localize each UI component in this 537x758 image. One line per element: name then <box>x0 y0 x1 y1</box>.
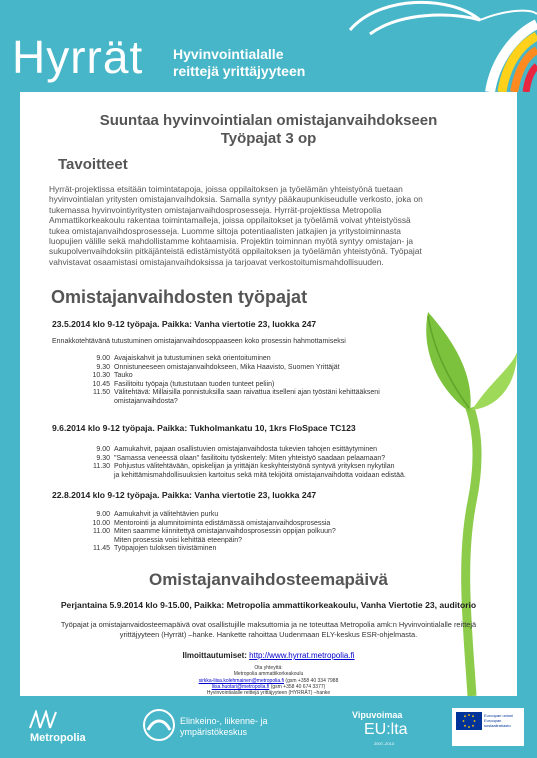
event-heading: Omistajanvaihdosteemapäivä <box>148 570 389 589</box>
agenda-item-cont: ja kehittämismahdollisuuksien kartoitus sekä mitä tekijöitä omistajanvaihdotta voidaan edistää. <box>114 471 406 479</box>
intro-line: vahvistavat osaamistasi omistajanvaihdoksissa ja tarjoavat verkostoitumismahdollisuuden. <box>49 256 384 267</box>
vipuvoimaa-line-2: EU:lta <box>364 721 408 738</box>
goals-heading: Tavoitteet <box>58 156 128 173</box>
metropolia-logo-icon <box>28 710 58 730</box>
registration-link[interactable]: http://www.hyrrat.metropolia.fi <box>249 651 355 660</box>
registration-label: Ilmoittautumiset: <box>182 651 247 660</box>
intro-line: tukea omistajanvaihdosprosesseja. Luomme siltoja potentiaalisten jatkajien ja yritystoiminnasta <box>49 225 401 236</box>
session-1-title: 23.5.2014 klo 9-12 työpaja. Paikka: Vanha viertotie 23, luokka 247 <box>52 319 317 329</box>
agenda-item: 11.50 Välitehtävä: Millaisilla ponnistuksilla saan raivattua itselleni ajan työstäni kehittääkseni <box>93 389 380 397</box>
contact-block <box>20 665 517 696</box>
intro-line: Hyrrät-projektissa etsitään toimintatapoja, joissa oppilaitoksen ja työelämän yhteistyönä tuetaan <box>49 184 403 194</box>
metropolia-logo-text: Metropolia <box>30 732 86 744</box>
eu-logo <box>452 708 524 746</box>
doc-title-line-2: Työpajat 3 op <box>220 130 317 147</box>
contact-1-email-link[interactable]: sirkka-liisa.kolehmainen@metropolia.fi <box>198 677 285 684</box>
contact-2-email-link[interactable]: liisa.huotari@metropolia.fi <box>211 683 270 690</box>
session-2-agenda <box>86 446 406 480</box>
agenda-item: 10.00 Mentorointi ja alumnitoiminta edistämässä omistajanvaihdosprosessia <box>92 519 331 527</box>
vipuvoimaa-line-1: Vipuvoimaa <box>352 710 403 720</box>
workshops-heading: Omistajanvaihdosten työpajat <box>51 287 308 307</box>
eu-flag-icon <box>456 712 482 730</box>
intro-paragraph <box>49 184 499 267</box>
funding-note: Työpajat ja omistajanvaidosteemapäivä ovat osallistujille maksuttomia ja ne toteuttaa Metropolia amk:n Hyvinvointialalle reittejä yrittäjyyteen (Hyrrät) –hanke. Hankette rahoittaa Uudenmaan ELY-keskus ESR-ohjelmasta. <box>60 620 477 639</box>
ely-logo-icon <box>142 708 176 742</box>
session-3-agenda <box>86 511 336 554</box>
eu-logo-text: Euroopan unioni Euroopan sosiaalirahasto <box>484 713 514 728</box>
agenda-item: 11.45 Työpajojen tuloksen tiivistäminen <box>93 545 217 553</box>
content-panel <box>20 92 517 696</box>
contact-project: Hyvinvointialalle reittejä yrittäjyyteen (HYRRÄT) –hanke <box>206 690 331 696</box>
contact-line-2: liisa.huotari@metropolia.fi (gsm +358 40 674 3377) <box>211 683 326 690</box>
contact-line-1: sirkka-liisa.kolehmainen@metropolia.fi (gsm +358 40 334 7988 <box>198 677 339 684</box>
session-1-note: Ennakkotehtävänä tutustuminen omistajanvaihdosoppaaseen koko prosessin hahmottamiseksi <box>52 338 346 345</box>
slogan <box>173 46 305 80</box>
contact-title: Ota yhteyttä: <box>254 665 283 671</box>
brand-logo: Hyrrät <box>12 31 144 83</box>
agenda-item: 9.00 Aamukahvit, pajaan osallistuvien omistajanvaihdosta tukevien tahojen esittäytyminen <box>96 446 378 453</box>
slogan-line-1: Hyvinvointialalle <box>173 46 284 62</box>
vipuvoimaa-years: 2007–2013 <box>374 741 395 746</box>
intro-line: tukemassa hyvinvointiyritysten omistajanvaihdosprosesseja. Hyrrät-projektissa Metropolia <box>49 204 382 215</box>
agenda-item: 9.30 Onnistuneeseen omistajanvaihdokseen, Mika Haavisto, Suomen Yrittäjät <box>96 363 340 371</box>
swoosh-graphic <box>330 0 537 92</box>
intro-line: luopujien välille sekä mahdollistamme kohtaamisia. Projektin toiminnan myötä syntyy omistajan- ja <box>49 236 414 247</box>
doc-title-line-1: Suuntaa hyvinvointialan omistajanvaihdokseen <box>99 112 438 129</box>
agenda-item: 9.00 Aamukahvit ja välitehtävien purku <box>96 511 219 518</box>
footer <box>0 696 537 758</box>
intro-line: hyvinvointialan yritysten omistajanvaihdoksia. Samalla syntyy pääkaupunkiseudulle verkosto, joka on <box>49 194 423 205</box>
intro-line: sukupolvenvaihdoksiin pitkäjänteistä edistämistyötä oppilaitoksen ja työelämän yhteistyönä. Työpajat <box>49 246 422 257</box>
agenda-item: 9.30 "Samassa veneessä olaan" fasilitoitu työskentely: Miten yhteistyö saadaan pelaamaan? <box>96 454 386 462</box>
intro-line: Ammattikorkeakoulu rakentaa toimintamalleja, joissa oppilaitokset ja työelämä voivat yhteistyössä <box>49 215 411 226</box>
session-1-agenda <box>86 355 380 407</box>
agenda-item: 10.45 Fasilitoitu työpaja (tutustutaan tuoden tunteet peliin) <box>92 380 275 388</box>
agenda-item: 9.00 Avajaiskahvit ja tutustuminen sekä orientoituminen <box>96 355 271 362</box>
contact-org: Metropolia ammattikorkeakoulu <box>233 671 304 678</box>
slogan-line-2: reittejä yrittäjyyteen <box>173 63 306 79</box>
agenda-item: 11.30 Pohjustus välitehtävään, opiskelijan ja yrittäjän keskyhteistyönä syntyvä yrityksen nykytilan <box>93 463 395 471</box>
agenda-item: 10.30 Tauko <box>92 372 133 380</box>
agenda-item-cont: omistajanvaihdosta? <box>114 397 178 405</box>
header <box>0 0 537 92</box>
ely-logo-text: Elinkeino-, liikenne- ja ympäristökeskus <box>180 716 268 737</box>
session-2-title: 9.6.2014 klo 9-12 työpaja. Paikka: Tukholmankatu 10, 1krs FloSpace TC123 <box>52 423 356 433</box>
event-details: Perjantaina 5.9.2014 klo 9-15.00, Paikka: Metropolia ammattikorkeakoulu, Vanha Viertotie 23, auditorio <box>60 600 477 610</box>
agenda-item-cont: Miten prosessia voisi kehittää eteenpäin? <box>114 536 243 544</box>
agenda-item: 11.00 Miten saamme kiinnitettyä omistajanvaihdosprosessin oppijan polkuun? <box>93 528 336 536</box>
registration <box>20 651 517 660</box>
session-3-title: 22.8.2014 klo 9-12 työpaja. Paikka: Vanha viertotie 23, luokka 247 <box>52 490 317 500</box>
